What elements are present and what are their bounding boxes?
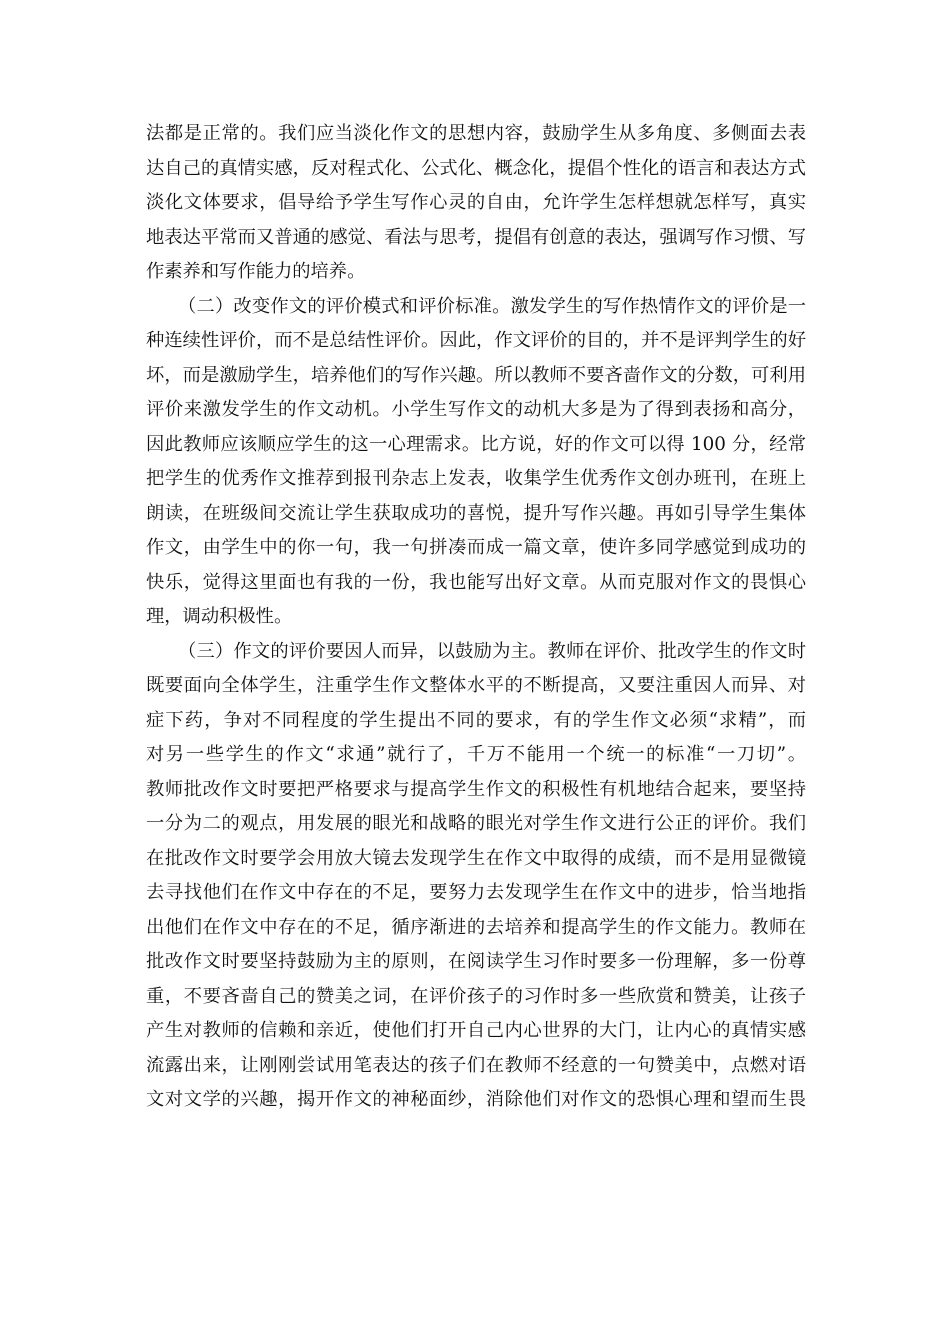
text-line: 对另一些学生的作文“求通”就行了，千万不能用一个统一的标准“一刀切”。 xyxy=(146,744,806,765)
text-line: 朗读，在班级间交流让学生获取成功的喜悦，提升写作兴趣。再如引导学生集体 xyxy=(146,502,806,524)
text-line: 产生对教师的信赖和亲近，使他们打开自己内心世界的大门，让内心的真情实感 xyxy=(146,1020,806,1041)
text-line: 去寻找他们在作文中存在的不足，要努力去发现学生在作文中的进步，恰当地指 xyxy=(146,882,806,903)
text-line: 重，不要吝啬自己的赞美之词，在评价孩子的习作时多一些欣赏和赞美，让孩子 xyxy=(146,985,806,1007)
text-line: 评价来激发学生的作文动机。小学生写作文的动机大多是为了得到表扬和高分， xyxy=(146,399,806,420)
text-line: 快乐，觉得这里面也有我的一份，我也能写出好文章。从而克服对作文的畏惧心 xyxy=(146,571,806,593)
text-line: 症下药，争对不同程度的学生提出不同的要求，有的学生作文必须“求精”，而 xyxy=(146,709,806,731)
text-line: 在批改作文时要学会用放大镜去发现学生在作文中取得的成绩，而不是用显微镜 xyxy=(146,847,806,869)
text-line: 达自己的真情实感，反对程式化、公式化、概念化，提倡个性化的语言和表达方式 xyxy=(146,157,806,179)
text-line: 一分为二的观点，用发展的眼光和战略的眼光对学生作文进行公正的评价。我们 xyxy=(146,813,806,834)
text-line: 坏，而是激励学生，培养他们的写作兴趣。所以教师不要吝啬作文的分数，可利用 xyxy=(146,364,806,386)
text-line: 教师批改作文时要把严格要求与提高学生作文的积极性有机地结合起来，要坚持 xyxy=(146,778,806,800)
text-line: 地表达平常而又普通的感觉、看法与思考，提倡有创意的表达，强调写作习惯、写 xyxy=(146,226,806,248)
text-line: 淡化文体要求，倡导给予学生写作心灵的自由，允许学生怎样想就怎样写，真实 xyxy=(146,192,806,213)
text-line: 法都是正常的。我们应当淡化作文的思想内容，鼓励学生从多角度、多侧面去表 xyxy=(146,123,806,144)
text-line: 批改作文时要坚持鼓励为主的原则，在阅读学生习作时要多一份理解，多一份尊 xyxy=(146,951,806,972)
text-line: 出他们在作文中存在的不足，循序渐进的去培养和提高学生的作文能力。教师在 xyxy=(146,916,806,938)
text-line: 作素养和写作能力的培养。 xyxy=(146,261,366,282)
text-line: 种连续性评价，而不是总结性评价。因此，作文评价的目的，并不是评判学生的好 xyxy=(146,330,806,351)
text-line: 既要面向全体学生，注重学生作文整体水平的不断提高，又要注重因人而异、对 xyxy=(146,675,806,696)
text-line: 流露出来，让刚刚尝试用笔表达的孩子们在教师不经意的一句赞美中，点燃对语 xyxy=(146,1054,806,1076)
text-line: 因此教师应该顺应学生的这一心理需求。比方说，好的作文可以得 100 分，经常 xyxy=(146,433,806,455)
text-line: （二）改变作文的评价模式和评价标准。激发学生的写作热情作文的评价是一 xyxy=(178,295,806,317)
text-line: 文对文学的兴趣，揭开作文的神秘面纱，消除他们对作文的恐惧心理和望而生畏 xyxy=(146,1089,806,1110)
text-line: 作文，由学生中的你一句，我一句拼凑而成一篇文章，使许多同学感觉到成功的 xyxy=(146,537,806,558)
text-line: 把学生的优秀作文推荐到报刊杂志上发表，收集学生优秀作文创办班刊，在班上 xyxy=(146,468,806,489)
text-line: 理，调动积极性。 xyxy=(146,606,293,627)
text-line: （三）作文的评价要因人而异，以鼓励为主。教师在评价、批改学生的作文时 xyxy=(178,640,806,662)
document-body xyxy=(146,117,806,1118)
document-page xyxy=(146,117,806,1118)
